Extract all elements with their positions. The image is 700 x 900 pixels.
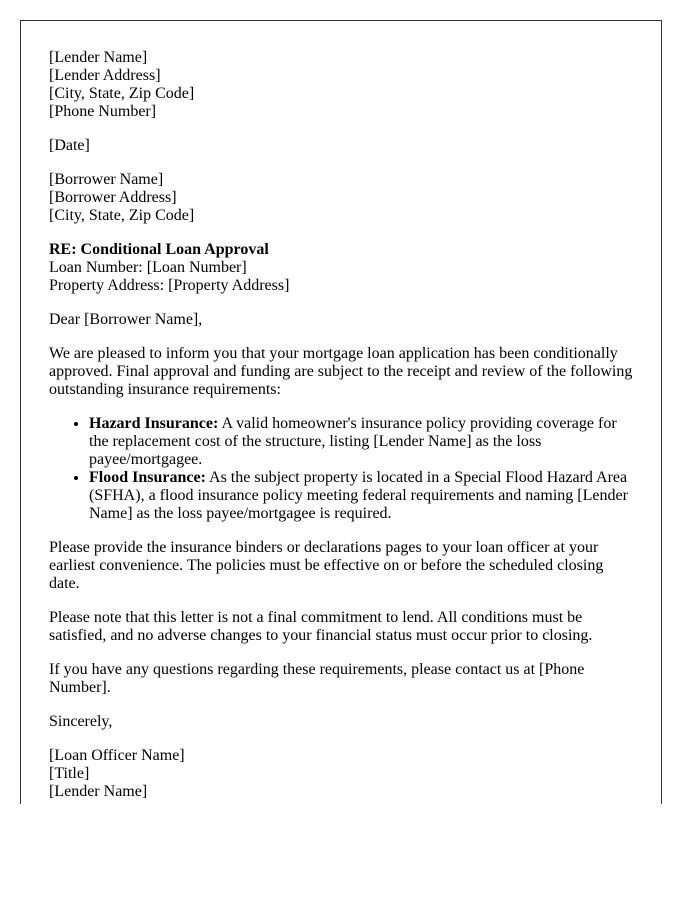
recipient-line: [City, State, Zip Code] — [49, 207, 195, 224]
requirement-text: As the subject property is located in a Special Flood Hazard Area (SFHA), a flood insurance policy meeting federal requirements and naming [Lender Name] as the loss payee/mortgagee is required. — [89, 469, 628, 522]
letter-date: [Date] — [49, 137, 90, 154]
body-paragraph: Please provide the insurance binders or declarations pages to your loan officer at your earliest convenience. The policies must be effective on or before the scheduled closing date. — [49, 539, 604, 592]
letter-page — [20, 20, 662, 804]
requirement-text: A valid homeowner's insurance policy providing coverage for the replacement cost of the structure, listing [Lender Name] as the loss payee/mortgagee. — [89, 415, 617, 468]
property-address: Property Address: [Property Address] — [49, 277, 290, 294]
salutation: Dear [Borrower Name], — [49, 311, 203, 328]
signature-line: [Title] — [49, 765, 90, 782]
loan-number: Loan Number: [Loan Number] — [49, 259, 247, 276]
sender-line: [Phone Number] — [49, 103, 157, 120]
signature-block — [49, 747, 633, 801]
sender-line: [Lender Name] — [49, 49, 148, 66]
closing: Sincerely, — [49, 713, 113, 730]
requirement-title: Hazard Insurance: — [89, 415, 219, 432]
sender-line: [City, State, Zip Code] — [49, 85, 195, 102]
sender-line: [Lender Address] — [49, 67, 161, 84]
recipient-line: [Borrower Name] — [49, 171, 164, 188]
body-paragraph: Please note that this letter is not a final commitment to lend. All conditions must be satisfied, and no adverse changes to your financial status must occur prior to closing. — [49, 609, 593, 644]
recipient-line: [Borrower Address] — [49, 189, 177, 206]
recipient-block — [49, 171, 633, 225]
intro-paragraph: We are pleased to inform you that your mortgage loan application has been conditionally approved. Final approval and funding are subject to the receipt and review of the following outstanding insurance requirements: — [49, 345, 633, 398]
sender-block — [49, 49, 633, 121]
requirements-list — [49, 415, 633, 523]
requirement-title: Flood Insurance: — [89, 469, 206, 486]
body-paragraph: If you have any questions regarding these requirements, please contact us at [Phone Number]. — [49, 661, 585, 696]
signature-line: [Loan Officer Name] — [49, 747, 185, 764]
re-subject: RE: Conditional Loan Approval — [49, 241, 269, 258]
signature-line: [Lender Name] — [49, 783, 148, 800]
re-block — [49, 241, 633, 295]
list-item — [89, 469, 633, 523]
list-item — [89, 415, 633, 469]
